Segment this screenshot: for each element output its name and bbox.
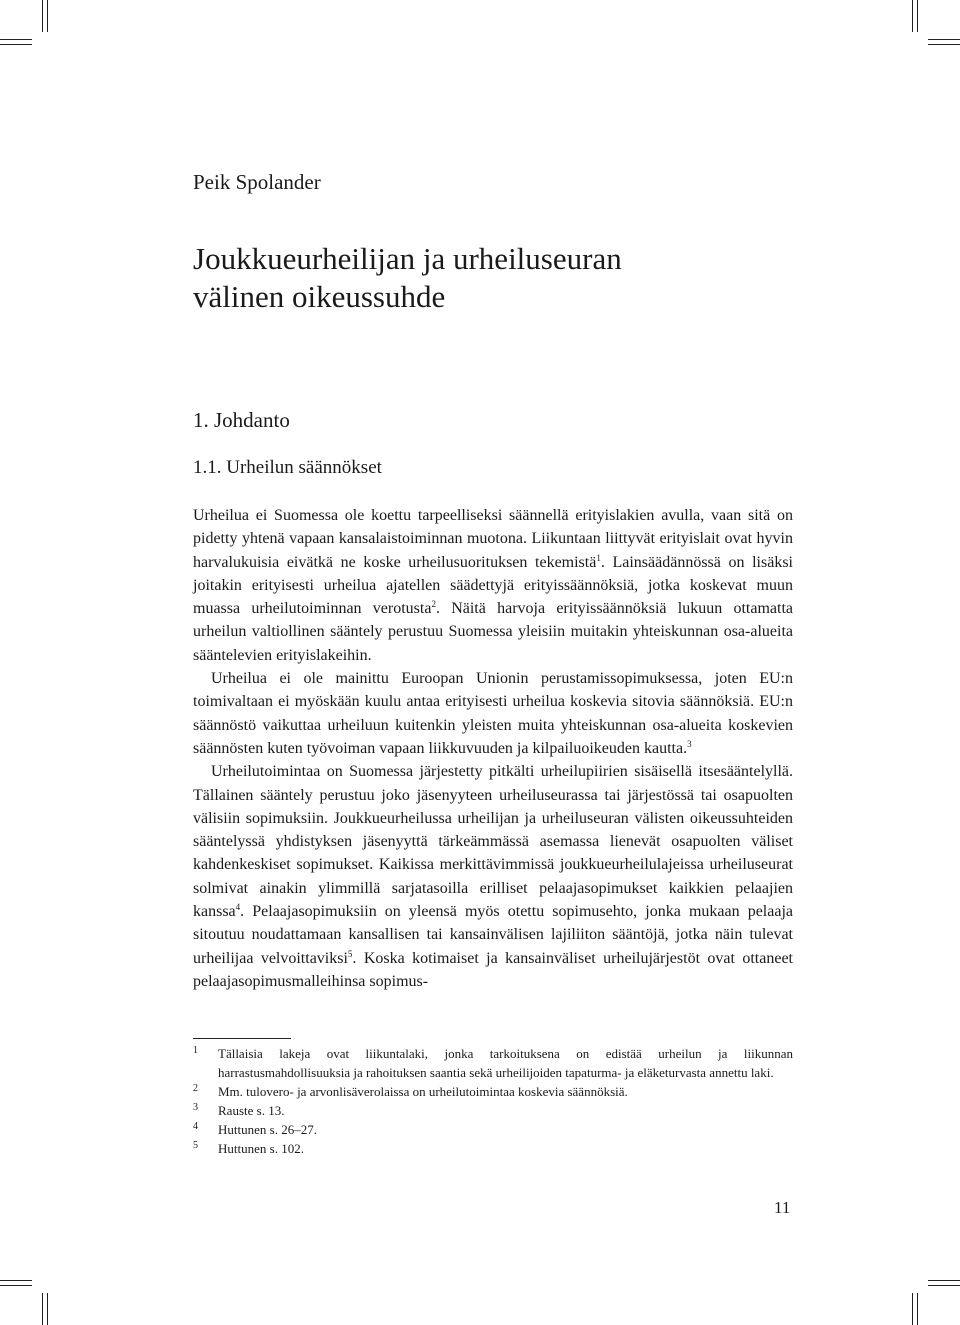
paragraph-1-part-c: . Näitä harvoja erityissäännöksiä lukuun ottamatta urheilun valtiollinen sääntely perustuu Suomessa yleisiin muitakin yhteiskunnan osa-alueita sääntelevien erityislakeihin. <box>193 600 793 664</box>
footnote-ref-1: 1 <box>596 552 601 563</box>
paragraph-2 <box>193 667 793 760</box>
footnotes <box>193 1044 793 1158</box>
footnote-number: 5 <box>193 1140 198 1151</box>
paragraph-2-part-a: Urheilua ei ole mainittu Euroopan Unionin perustamissopimuksessa, joten EU:n toimivaltaan ei myöskään kuulu antaa erityisesti urheilua koskevia sitovia säännöksiä. EU:n säännöstö vaikuttaa urheiluun kuitenkin yleisten muita yhteiskunnan osa-alueita koskevien säännösten kuten työvoiman vapaan liikkuvuuden ja kilpailuoikeuden kautta. <box>193 670 793 757</box>
footnote-number: 2 <box>193 1083 198 1094</box>
footnote-text: Tällaisia lakeja ovat liikuntalaki, jonka tarkoituksena on edistää urheilun ja liikunnan harrastusmahdollisuuksia ja rahoituksen saantia sekä urheilijoiden tapaturma- ja eläketurvasta annettu laki. <box>218 1046 793 1080</box>
paragraph-3 <box>193 760 793 993</box>
paragraph-3-part-a: Urheilutoimintaa on Suomessa järjestetty pitkälti urheilupiirien sisäisellä itsesääntelyllä. Tällainen sääntely perustuu joko jäsenyyteen urheiluseurassa tai järjestössä tai osapuolten välisiin sopimuksiin. Joukkueurheilussa urheilijan ja urheiluseuran välisten oikeussuhteiden sääntelyssä yhdistyksen jäsenyyttä tärkeämmässä asemassa lienevät osapuolten väliset kahdenkeskiset sopimukset. Kaikissa merkittävimmissä joukkueurheilulajeissa urheiluseurat solmivat ainakin ylimmillä sarjatasoilla erilliset pelaajasopimukset kaikkien pelaajien kanssa <box>193 763 793 921</box>
footnote-divider <box>193 1038 291 1039</box>
footnote-5 <box>193 1139 793 1158</box>
paragraph-1-part-b: . Lainsäädännössä on lisäksi joitakin erityisesti urheilua ajatellen säädettyjä erityissäännöksiä, jotka koskevat muun muassa urheilutoiminnan verotusta <box>193 553 794 618</box>
paragraph-3-part-b: . Pelaajasopimuksiin on yleensä myös otettu sopimusehto, jonka mukaan pelaaja sitoutuu noudattamaan kansallisen tai kansainvälisen lajiliiton sääntöjä, jotka näin tulevat urheilijaa velvoittaviksi <box>193 903 793 967</box>
author-name: Peik Spolander <box>193 170 321 194</box>
section-heading: 1. Johdanto <box>193 408 290 432</box>
footnote-ref-2: 2 <box>431 599 436 610</box>
footnote-text: Mm. tulovero- ja arvonlisäverolaissa on urheilutoimintaa koskevia säännöksiä. <box>218 1084 628 1099</box>
footnote-ref-3: 3 <box>687 738 692 749</box>
footnote-number: 3 <box>193 1102 198 1113</box>
footnote-text: Rauste s. 13. <box>218 1103 285 1118</box>
title-line-1: Joukkueurheilijan ja urheiluseuran <box>193 241 622 276</box>
body-text <box>193 504 793 993</box>
paragraph-1-part-a: Urheilua ei Suomessa ole koettu tarpeelliseksi säännellä erityislakien avulla, vaan sitä on pidetty yhtenä vapaan kansalaistoiminnan muotona. Liikuntaan liittyvät erityislait ovat hyvin harvalukuisia eivätkä ne koske urheilusuorituksen tekemistä <box>193 507 793 571</box>
footnote-4 <box>193 1120 793 1139</box>
footnote-text: Huttunen s. 26–27. <box>218 1122 317 1137</box>
paragraph-3-part-c: . Koska kotimaiset ja kansainväliset urheilujärjestöt ovat ottaneet pelaajasopimusmalleihinsa sopimus- <box>193 949 793 990</box>
page-number: 11 <box>774 1198 791 1217</box>
footnote-text: Huttunen s. 102. <box>218 1141 304 1156</box>
article-title <box>193 240 622 316</box>
subsection-heading: 1.1. Urheilun säännökset <box>193 457 382 478</box>
footnote-2 <box>193 1082 793 1101</box>
footnote-ref-5: 5 <box>347 948 353 959</box>
paragraph-1 <box>193 504 793 667</box>
footnote-3 <box>193 1101 793 1120</box>
footnote-number: 4 <box>193 1121 198 1132</box>
footnote-ref-4: 4 <box>235 902 241 913</box>
footnote-1 <box>193 1044 793 1082</box>
footnote-number: 1 <box>193 1045 198 1056</box>
title-line-2: välinen oikeussuhde <box>193 279 446 314</box>
